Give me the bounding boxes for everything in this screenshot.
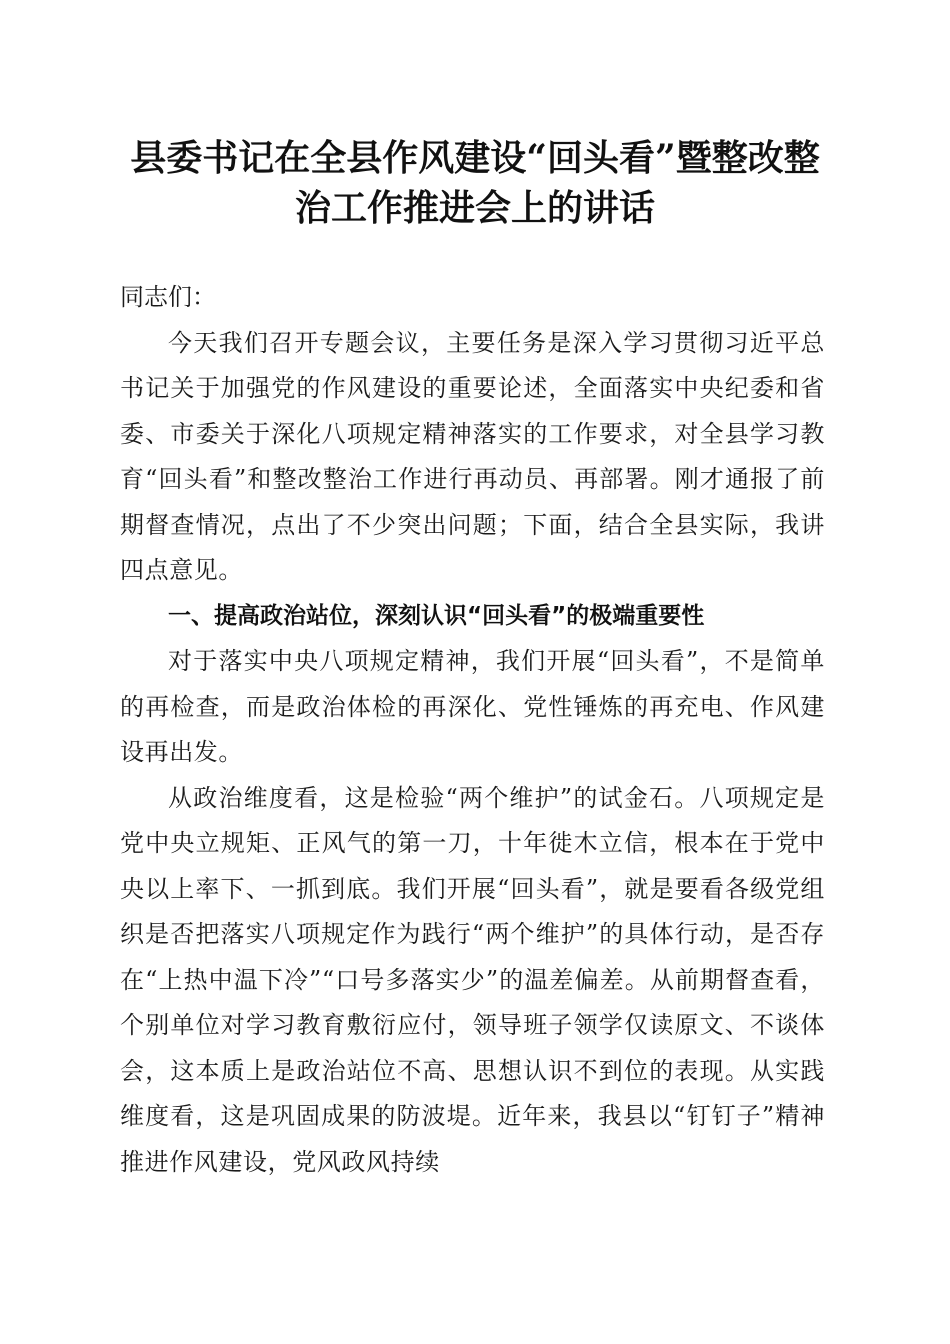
intro-paragraph: 今天我们召开专题会议，主要任务是深入学习贯彻习近平总书记关于加强党的作风建设的重要论述，全面落实中央纪委和省委、市委关于深化八项规定精神落实的工作要求，对全县学习教育“回头看”和整改整治工作进行再动员、再部署。刚才通报了前期督查情况，点出了不少突出问题；下面，结合全县实际，我讲四点意见。 <box>120 328 825 584</box>
document-body <box>120 275 825 1185</box>
section-1-paragraph-1: 对于落实中央八项规定精神，我们开展“回头看”，不是简单的再检查，而是政治体检的再深化、党性锤炼的再充电、作风建设再出发。 <box>120 647 825 766</box>
salutation: 同志们： <box>120 283 216 311</box>
section-1-paragraph-2: 从政治维度看，这是检验“两个维护”的试金石。八项规定是党中央立规矩、正风气的第一刀，十年徙木立信，根本在于党中央以上率下、一抓到底。我们开展“回头看”，就是要看各级党组织是否把落实八项规定作为践行“两个维护”的具体行动，是否存在“上热中温下冷”“口号多落实少”的温差偏差。从前期督查看，个别单位对学习教育敷衍应付，领导班子领学仅读原文、不谈体会，这本质上是政治站位不高、思想认识不到位的表现。从实践维度看，这是巩固成果的防波堤。近年来，我县以“钉钉子”精神推进作风建设，党风政风持续 <box>120 783 825 1176</box>
title-line-2: 治工作推进会上的讲话 <box>294 187 655 229</box>
document-title <box>100 133 850 233</box>
title-line-1: 县委书记在全县作风建设“回头看”暨整改整 <box>130 137 820 179</box>
section-1-heading: 一、提高政治站位，深刻认识“回头看”的极端重要性 <box>168 602 705 629</box>
